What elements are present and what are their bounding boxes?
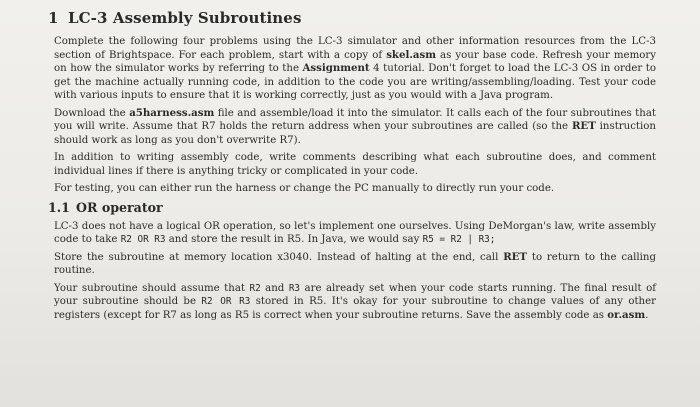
filename-harness: a5harness.asm xyxy=(129,106,215,119)
filename-or: or.asm xyxy=(607,308,646,321)
text-run: Download the xyxy=(54,107,130,119)
text-run: are already set when your code starts running. The final result of your subroutine should be xyxy=(54,282,656,307)
text-run: LC-3 does not have a logical OR operation, so let's implement one ourselves. Using DeMorgan's law, write assembly code to take xyxy=(54,220,656,245)
code-snippet: R2 xyxy=(249,282,261,294)
section-title: LC-3 Assembly Subroutines xyxy=(68,9,302,27)
text-run: Your subroutine should assume that xyxy=(54,282,250,294)
code-snippet: R2 OR R3 xyxy=(120,234,166,245)
subsection-heading xyxy=(48,200,656,215)
subsection-number: 1.1 xyxy=(48,199,70,215)
ret-keyword: RET xyxy=(571,120,596,132)
comments-paragraph: In addition to writing assembly code, write comments describing what each subroutine does, and comment individual lines if there is anything tricky or complicated in your code. xyxy=(54,152,656,177)
text-run: 4 tutorial. Don't forget to load the LC-3 OS in order to get the machine actually running code, in addition to the code you are writing/assembling/loading. Test your code with various inputs to ensure that it is working correctly, just as you would with a Java program. xyxy=(54,63,657,101)
text-run: as your base code. Refresh your memory on how the simulator works by referring to the xyxy=(54,49,656,74)
text-run: . xyxy=(645,309,649,321)
filename-skel: skel.asm xyxy=(386,48,436,61)
store-paragraph xyxy=(54,251,656,278)
section-heading xyxy=(48,9,656,27)
text-run: file and assemble/load it into the simulator. It calls each of the four subroutines that you will write. Assume that R7 holds the return address when your subroutines are called (so the xyxy=(54,107,657,132)
harness-paragraph xyxy=(54,107,656,148)
ret-keyword: RET xyxy=(503,250,527,263)
text-run: and xyxy=(260,282,289,294)
assumption-paragraph xyxy=(54,282,656,323)
code-snippet: R2 OR R3 xyxy=(201,296,251,307)
text-run: Store the subroutine at memory location x3040. Instead of halting at the end, call xyxy=(54,251,504,263)
text-run: instruction should work as long as you don't overwrite R7). xyxy=(54,121,656,146)
section-number: 1 xyxy=(48,9,59,27)
testing-paragraph: For testing, you can either run the harness or change the PC manually to directly run your code. xyxy=(54,183,555,194)
or-description-paragraph xyxy=(54,220,656,247)
code-snippet: R5 = R2 | R3; xyxy=(422,234,496,245)
code-snippet: R3 xyxy=(288,282,301,294)
text-run: stored in R5. It's okay for your subroutine to change values of any other registers (except for R7 as long as R5 is correct when your subroutine returns. Save the assembly code as xyxy=(54,296,657,321)
intro-paragraph xyxy=(54,35,656,103)
subsection-title: OR operator xyxy=(76,199,163,215)
text-run: to return to the calling routine. xyxy=(54,251,657,276)
text-run: Complete the following four problems using the LC-3 simulator and other information resources from the LC-3 section of Brightspace. For each problem, start with a copy of xyxy=(54,36,656,61)
text-run: and store the result in R5. In Java, we would say xyxy=(165,234,423,245)
assignment-word: Assignment xyxy=(302,62,370,74)
